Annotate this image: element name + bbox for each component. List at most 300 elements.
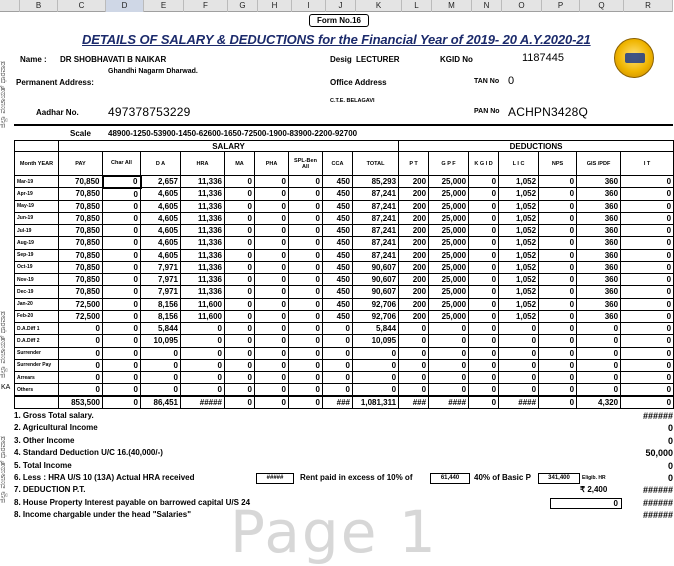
table-cell[interactable]: 0 xyxy=(621,298,674,310)
table-cell[interactable]: 0 xyxy=(225,384,255,396)
table-cell[interactable]: 200 xyxy=(399,249,429,261)
table-cell[interactable]: 0 xyxy=(469,261,499,273)
total-cell[interactable]: 4,320 xyxy=(577,396,621,408)
summary-value[interactable]: ###### xyxy=(642,510,673,521)
table-cell[interactable]: 0 xyxy=(539,212,577,224)
table-cell[interactable]: 0 xyxy=(621,188,674,200)
table-cell[interactable]: 0 xyxy=(225,347,255,359)
table-cell[interactable]: 0 xyxy=(103,323,141,335)
table-cell[interactable]: 0 xyxy=(103,359,141,371)
table-cell[interactable]: 0 xyxy=(181,372,225,384)
table-cell[interactable]: 0 xyxy=(103,274,141,286)
table-cell[interactable]: 87,241 xyxy=(353,212,399,224)
table-cell[interactable]: 25,000 xyxy=(429,310,469,322)
table-cell[interactable]: 0 xyxy=(141,372,181,384)
summary-value[interactable]: ###### xyxy=(642,485,673,496)
table-cell[interactable]: 0 xyxy=(289,225,323,237)
total-cell[interactable]: #### xyxy=(429,396,469,408)
table-cell[interactable]: 0 xyxy=(621,261,674,273)
table-cell[interactable]: 70,850 xyxy=(59,286,103,298)
row-label[interactable]: Surrender xyxy=(15,347,59,359)
summary-value[interactable]: 0 xyxy=(667,460,673,471)
table-cell[interactable]: 0 xyxy=(103,249,141,261)
col-header[interactable]: G xyxy=(228,0,258,12)
table-cell[interactable]: 0 xyxy=(621,237,674,249)
table-cell[interactable]: 0 xyxy=(289,249,323,261)
table-cell[interactable]: 0 xyxy=(429,359,469,371)
table-cell[interactable]: 0 xyxy=(469,286,499,298)
table-cell[interactable]: 200 xyxy=(399,176,429,188)
table-cell[interactable]: 0 xyxy=(499,335,539,347)
table-cell[interactable]: 0 xyxy=(255,274,289,286)
table-cell[interactable]: 0 xyxy=(255,347,289,359)
table-cell[interactable]: 0 xyxy=(469,323,499,335)
table-cell[interactable]: 0 xyxy=(539,323,577,335)
table-cell[interactable]: 0 xyxy=(181,335,225,347)
table-cell[interactable]: 0 xyxy=(59,384,103,396)
table-cell[interactable]: 70,850 xyxy=(59,188,103,200)
table-cell[interactable]: 0 xyxy=(429,347,469,359)
table-cell[interactable]: 360 xyxy=(577,176,621,188)
table-cell[interactable]: 0 xyxy=(539,310,577,322)
table-cell[interactable]: 70,850 xyxy=(59,249,103,261)
col-header[interactable]: Q xyxy=(580,0,624,12)
table-cell[interactable]: 0 xyxy=(289,347,323,359)
table-cell[interactable]: 0 xyxy=(539,188,577,200)
col-header[interactable]: C xyxy=(58,0,106,12)
scale-value[interactable]: 48900-1250-53900-1450-62600-1650-72500-1900-83900-2200-92700 xyxy=(108,129,358,138)
table-cell[interactable]: 2,657 xyxy=(141,176,181,188)
table-cell[interactable]: 0 xyxy=(181,359,225,371)
table-cell[interactable]: 0 xyxy=(323,323,353,335)
table-cell[interactable]: 450 xyxy=(323,176,353,188)
row-label[interactable]: Oct-19 xyxy=(15,261,59,273)
table-cell[interactable]: 5,844 xyxy=(353,323,399,335)
tan-value[interactable]: 0 xyxy=(508,75,515,87)
summary-value[interactable]: 0 xyxy=(667,435,673,446)
table-cell[interactable]: 0 xyxy=(469,298,499,310)
table-cell[interactable]: 4,605 xyxy=(141,249,181,261)
summary-value[interactable]: 0 xyxy=(667,423,673,434)
total-cell[interactable]: ### xyxy=(323,396,353,408)
table-cell[interactable]: 0 xyxy=(353,347,399,359)
table-cell[interactable]: 0 xyxy=(289,212,323,224)
table-cell[interactable]: 0 xyxy=(621,335,674,347)
table-cell[interactable]: 1,052 xyxy=(499,286,539,298)
row-label[interactable]: Surrender Pay xyxy=(15,359,59,371)
table-cell[interactable]: 0 xyxy=(103,237,141,249)
col-header[interactable]: B xyxy=(20,0,58,12)
table-cell[interactable]: 0 xyxy=(469,200,499,212)
table-cell[interactable]: 0 xyxy=(399,359,429,371)
row-label[interactable]: Jan-20 xyxy=(15,298,59,310)
table-cell[interactable]: 1,052 xyxy=(499,212,539,224)
table-cell[interactable]: 0 xyxy=(289,359,323,371)
table-cell[interactable]: 0 xyxy=(469,176,499,188)
col-header[interactable]: I xyxy=(292,0,326,12)
row-label[interactable]: Others xyxy=(15,384,59,396)
table-cell[interactable]: 0 xyxy=(399,372,429,384)
table-cell[interactable]: 200 xyxy=(399,200,429,212)
table-cell[interactable]: 0 xyxy=(323,359,353,371)
table-cell[interactable]: 8,156 xyxy=(141,310,181,322)
table-cell[interactable]: 0 xyxy=(225,237,255,249)
table-cell[interactable]: 0 xyxy=(323,372,353,384)
table-cell[interactable]: 1,052 xyxy=(499,225,539,237)
table-cell[interactable]: 7,971 xyxy=(141,286,181,298)
table-cell[interactable]: 70,850 xyxy=(59,200,103,212)
row-label[interactable]: May-19 xyxy=(15,200,59,212)
table-cell[interactable]: 0 xyxy=(469,188,499,200)
table-cell[interactable]: 450 xyxy=(323,274,353,286)
total-cell[interactable]: 853,500 xyxy=(59,396,103,408)
table-cell[interactable]: 25,000 xyxy=(429,200,469,212)
total-cell[interactable]: 1,081,311 xyxy=(353,396,399,408)
table-cell[interactable]: 0 xyxy=(255,176,289,188)
table-cell[interactable]: 11,336 xyxy=(181,274,225,286)
table-cell[interactable]: 0 xyxy=(141,359,181,371)
col-header[interactable]: O xyxy=(502,0,542,12)
table-cell[interactable]: 1,052 xyxy=(499,298,539,310)
table-cell[interactable]: 0 xyxy=(621,225,674,237)
table-cell[interactable]: 25,000 xyxy=(429,261,469,273)
col-header[interactable]: N xyxy=(472,0,502,12)
table-cell[interactable]: 0 xyxy=(469,274,499,286)
table-cell[interactable]: 0 xyxy=(429,372,469,384)
table-cell[interactable]: 0 xyxy=(621,200,674,212)
table-cell[interactable]: 0 xyxy=(429,323,469,335)
table-cell[interactable]: 0 xyxy=(539,274,577,286)
table-cell[interactable]: 0 xyxy=(103,188,141,200)
table-cell[interactable]: 200 xyxy=(399,212,429,224)
table-cell[interactable]: 0 xyxy=(289,200,323,212)
table-cell[interactable]: 0 xyxy=(323,335,353,347)
table-cell[interactable]: 0 xyxy=(621,384,674,396)
table-cell[interactable]: 0 xyxy=(103,176,141,188)
table-cell[interactable]: 0 xyxy=(255,372,289,384)
col-header[interactable]: R xyxy=(624,0,673,12)
table-cell[interactable]: 0 xyxy=(469,384,499,396)
table-cell[interactable]: 0 xyxy=(103,261,141,273)
table-cell[interactable]: 0 xyxy=(469,372,499,384)
table-cell[interactable]: 11,336 xyxy=(181,261,225,273)
table-cell[interactable]: 200 xyxy=(399,286,429,298)
table-cell[interactable]: 0 xyxy=(225,359,255,371)
table-cell[interactable]: 360 xyxy=(577,237,621,249)
table-cell[interactable]: 0 xyxy=(621,249,674,261)
table-cell[interactable]: 11,336 xyxy=(181,188,225,200)
table-cell[interactable]: 450 xyxy=(323,298,353,310)
table-cell[interactable]: 70,850 xyxy=(59,176,103,188)
table-cell[interactable]: 0 xyxy=(539,347,577,359)
table-cell[interactable]: 0 xyxy=(577,359,621,371)
table-cell[interactable]: 0 xyxy=(289,261,323,273)
table-cell[interactable]: 360 xyxy=(577,212,621,224)
table-cell[interactable]: 0 xyxy=(577,335,621,347)
col-header[interactable]: L xyxy=(402,0,432,12)
table-cell[interactable]: 0 xyxy=(103,200,141,212)
table-cell[interactable]: 0 xyxy=(399,347,429,359)
kgid-value[interactable]: 1187445 xyxy=(522,52,565,64)
house-property-box[interactable]: 0 xyxy=(550,498,622,509)
rent-value-box[interactable]: 61,440 xyxy=(430,473,470,484)
table-cell[interactable]: 8,156 xyxy=(141,298,181,310)
total-cell[interactable] xyxy=(15,396,59,408)
hra-received-box[interactable]: ##### xyxy=(256,473,294,484)
table-cell[interactable]: 0 xyxy=(103,310,141,322)
table-cell[interactable]: 92,706 xyxy=(353,310,399,322)
desig-value[interactable]: LECTURER xyxy=(356,55,400,64)
table-cell[interactable]: 0 xyxy=(225,298,255,310)
table-cell[interactable]: 0 xyxy=(469,335,499,347)
table-cell[interactable]: 0 xyxy=(621,310,674,322)
table-cell[interactable]: 0 xyxy=(289,176,323,188)
table-cell[interactable]: 0 xyxy=(103,372,141,384)
table-cell[interactable]: 0 xyxy=(225,335,255,347)
table-cell[interactable]: 200 xyxy=(399,310,429,322)
table-cell[interactable]: 0 xyxy=(577,384,621,396)
total-cell[interactable]: 0 xyxy=(289,396,323,408)
table-cell[interactable]: 0 xyxy=(225,261,255,273)
row-label[interactable]: D.A.Diff 1 xyxy=(15,323,59,335)
table-cell[interactable]: 5,844 xyxy=(141,323,181,335)
table-cell[interactable]: 0 xyxy=(539,225,577,237)
table-cell[interactable]: 0 xyxy=(225,188,255,200)
table-cell[interactable]: 0 xyxy=(59,347,103,359)
name-value[interactable]: DR SHOBHAVATI B NAIKAR xyxy=(60,55,167,64)
table-cell[interactable]: 360 xyxy=(577,274,621,286)
table-cell[interactable]: 90,607 xyxy=(353,286,399,298)
table-cell[interactable]: 0 xyxy=(499,347,539,359)
table-cell[interactable]: 0 xyxy=(103,298,141,310)
pan-value[interactable]: ACHPN3428Q xyxy=(508,105,589,119)
col-header-selected[interactable]: D xyxy=(106,0,144,12)
table-cell[interactable]: 11,336 xyxy=(181,176,225,188)
table-cell[interactable]: 0 xyxy=(59,335,103,347)
table-cell[interactable]: 1,052 xyxy=(499,249,539,261)
table-cell[interactable]: 7,971 xyxy=(141,274,181,286)
table-cell[interactable]: 0 xyxy=(255,261,289,273)
total-cell[interactable]: ### xyxy=(399,396,429,408)
table-cell[interactable]: 0 xyxy=(539,261,577,273)
table-cell[interactable]: 0 xyxy=(469,347,499,359)
table-cell[interactable]: 200 xyxy=(399,225,429,237)
table-cell[interactable]: 11,336 xyxy=(181,237,225,249)
table-cell[interactable]: 25,000 xyxy=(429,176,469,188)
table-cell[interactable]: 11,600 xyxy=(181,310,225,322)
table-cell[interactable]: 0 xyxy=(539,237,577,249)
table-cell[interactable]: 0 xyxy=(141,347,181,359)
table-cell[interactable]: 11,336 xyxy=(181,286,225,298)
col-header[interactable]: J xyxy=(326,0,356,12)
row-label[interactable]: Dec-19 xyxy=(15,286,59,298)
table-cell[interactable]: 72,500 xyxy=(59,310,103,322)
table-cell[interactable]: 87,241 xyxy=(353,237,399,249)
table-cell[interactable]: 0 xyxy=(225,310,255,322)
table-cell[interactable]: 1,052 xyxy=(499,188,539,200)
table-cell[interactable]: 0 xyxy=(255,237,289,249)
col-header[interactable]: F xyxy=(184,0,228,12)
table-cell[interactable]: 0 xyxy=(225,225,255,237)
table-cell[interactable]: 0 xyxy=(289,237,323,249)
table-cell[interactable]: 0 xyxy=(469,359,499,371)
table-cell[interactable]: 11,600 xyxy=(181,298,225,310)
table-cell[interactable]: 70,850 xyxy=(59,212,103,224)
total-cell[interactable]: 0 xyxy=(225,396,255,408)
table-cell[interactable]: 90,607 xyxy=(353,274,399,286)
table-cell[interactable]: 85,293 xyxy=(353,176,399,188)
table-cell[interactable]: 0 xyxy=(539,359,577,371)
table-cell[interactable]: 0 xyxy=(59,359,103,371)
table-cell[interactable]: 200 xyxy=(399,274,429,286)
table-cell[interactable]: 0 xyxy=(225,286,255,298)
table-cell[interactable]: 450 xyxy=(323,261,353,273)
table-cell[interactable]: 1,052 xyxy=(499,261,539,273)
table-cell[interactable]: 0 xyxy=(103,286,141,298)
table-cell[interactable]: 7,971 xyxy=(141,261,181,273)
table-cell[interactable]: 0 xyxy=(353,384,399,396)
row-label[interactable]: Aug-19 xyxy=(15,237,59,249)
table-cell[interactable]: 0 xyxy=(255,249,289,261)
table-cell[interactable]: 10,095 xyxy=(141,335,181,347)
table-cell[interactable]: 11,336 xyxy=(181,200,225,212)
table-cell[interactable]: 87,241 xyxy=(353,200,399,212)
total-cell[interactable]: 0 xyxy=(469,396,499,408)
table-cell[interactable]: 0 xyxy=(181,323,225,335)
table-cell[interactable]: 0 xyxy=(289,323,323,335)
table-cell[interactable]: 0 xyxy=(225,200,255,212)
table-cell[interactable]: 25,000 xyxy=(429,212,469,224)
table-cell[interactable]: 0 xyxy=(539,176,577,188)
table-cell[interactable]: 0 xyxy=(103,212,141,224)
table-cell[interactable]: 0 xyxy=(255,188,289,200)
table-cell[interactable]: 0 xyxy=(289,274,323,286)
table-cell[interactable]: 0 xyxy=(289,310,323,322)
table-cell[interactable]: 450 xyxy=(323,200,353,212)
table-cell[interactable]: 1,052 xyxy=(499,274,539,286)
table-cell[interactable]: 450 xyxy=(323,286,353,298)
table-cell[interactable]: 0 xyxy=(469,310,499,322)
col-header[interactable]: H xyxy=(258,0,292,12)
address-value[interactable]: Ghandhi Nagarm Dharwad. xyxy=(108,68,198,75)
table-cell[interactable]: 0 xyxy=(621,372,674,384)
basic-value-box[interactable]: 341,400 xyxy=(538,473,580,484)
table-cell[interactable]: 0 xyxy=(577,323,621,335)
table-cell[interactable]: 0 xyxy=(255,298,289,310)
table-cell[interactable]: 0 xyxy=(255,335,289,347)
col-header[interactable]: P xyxy=(542,0,580,12)
table-cell[interactable]: 200 xyxy=(399,188,429,200)
table-cell[interactable]: 0 xyxy=(399,335,429,347)
table-cell[interactable]: 0 xyxy=(539,384,577,396)
table-cell[interactable]: 450 xyxy=(323,237,353,249)
table-cell[interactable]: 11,336 xyxy=(181,249,225,261)
col-header[interactable]: E xyxy=(144,0,184,12)
table-cell[interactable]: 87,241 xyxy=(353,249,399,261)
table-cell[interactable]: 0 xyxy=(289,298,323,310)
table-cell[interactable]: 360 xyxy=(577,225,621,237)
table-cell[interactable]: 0 xyxy=(255,225,289,237)
table-cell[interactable]: 360 xyxy=(577,310,621,322)
table-cell[interactable]: 0 xyxy=(289,372,323,384)
total-cell[interactable]: 86,451 xyxy=(141,396,181,408)
table-cell[interactable]: 450 xyxy=(323,188,353,200)
row-label[interactable]: Sep-19 xyxy=(15,249,59,261)
table-cell[interactable]: 0 xyxy=(181,384,225,396)
table-cell[interactable]: 0 xyxy=(255,200,289,212)
table-cell[interactable]: 0 xyxy=(225,249,255,261)
row-label[interactable]: D.A.Diff 2 xyxy=(15,335,59,347)
table-cell[interactable]: 4,605 xyxy=(141,188,181,200)
table-cell[interactable]: 450 xyxy=(323,212,353,224)
table-cell[interactable]: 0 xyxy=(255,359,289,371)
table-cell[interactable]: 0 xyxy=(103,335,141,347)
total-cell[interactable]: ##### xyxy=(181,396,225,408)
table-cell[interactable]: 0 xyxy=(225,176,255,188)
table-cell[interactable]: 1,052 xyxy=(499,310,539,322)
table-cell[interactable]: 0 xyxy=(539,286,577,298)
table-cell[interactable]: 0 xyxy=(469,249,499,261)
row-label[interactable]: Apr-19 xyxy=(15,188,59,200)
table-cell[interactable]: 0 xyxy=(289,335,323,347)
total-cell[interactable]: 0 xyxy=(539,396,577,408)
table-cell[interactable]: 11,336 xyxy=(181,212,225,224)
table-cell[interactable]: 0 xyxy=(399,323,429,335)
table-cell[interactable]: 0 xyxy=(225,323,255,335)
table-cell[interactable]: 0 xyxy=(181,347,225,359)
total-cell[interactable]: #### xyxy=(499,396,539,408)
table-cell[interactable]: 0 xyxy=(429,384,469,396)
table-cell[interactable]: 90,607 xyxy=(353,261,399,273)
table-cell[interactable]: 0 xyxy=(59,323,103,335)
table-cell[interactable]: 0 xyxy=(255,286,289,298)
table-cell[interactable]: 25,000 xyxy=(429,286,469,298)
summary-value[interactable]: ###### xyxy=(642,497,673,508)
table-cell[interactable]: 0 xyxy=(103,347,141,359)
table-cell[interactable]: 200 xyxy=(399,261,429,273)
table-cell[interactable]: 0 xyxy=(141,384,181,396)
table-cell[interactable]: 450 xyxy=(323,249,353,261)
table-cell[interactable]: 25,000 xyxy=(429,237,469,249)
table-cell[interactable]: 87,241 xyxy=(353,225,399,237)
table-cell[interactable]: 0 xyxy=(621,323,674,335)
table-cell[interactable]: 4,605 xyxy=(141,225,181,237)
col-header[interactable]: K xyxy=(356,0,402,12)
table-cell[interactable]: 0 xyxy=(577,372,621,384)
table-cell[interactable]: 200 xyxy=(399,237,429,249)
table-cell[interactable]: 0 xyxy=(469,212,499,224)
table-cell[interactable]: 0 xyxy=(469,237,499,249)
table-cell[interactable]: 360 xyxy=(577,200,621,212)
table-cell[interactable]: 360 xyxy=(577,286,621,298)
table-cell[interactable]: 0 xyxy=(353,359,399,371)
table-cell[interactable]: 0 xyxy=(499,359,539,371)
table-cell[interactable]: 450 xyxy=(323,310,353,322)
row-label[interactable]: Arrears xyxy=(15,372,59,384)
table-cell[interactable]: 25,000 xyxy=(429,274,469,286)
table-cell[interactable]: 0 xyxy=(539,298,577,310)
table-cell[interactable]: 4,605 xyxy=(141,212,181,224)
table-cell[interactable]: 87,241 xyxy=(353,188,399,200)
table-cell[interactable]: 0 xyxy=(289,188,323,200)
table-cell[interactable]: 70,850 xyxy=(59,225,103,237)
table-cell[interactable]: 0 xyxy=(225,212,255,224)
table-cell[interactable]: 360 xyxy=(577,261,621,273)
summary-value[interactable]: 50,000 xyxy=(645,448,673,459)
table-cell[interactable]: 25,000 xyxy=(429,298,469,310)
table-cell[interactable]: 0 xyxy=(103,384,141,396)
aadhar-value[interactable]: 497378753229 xyxy=(108,105,191,119)
